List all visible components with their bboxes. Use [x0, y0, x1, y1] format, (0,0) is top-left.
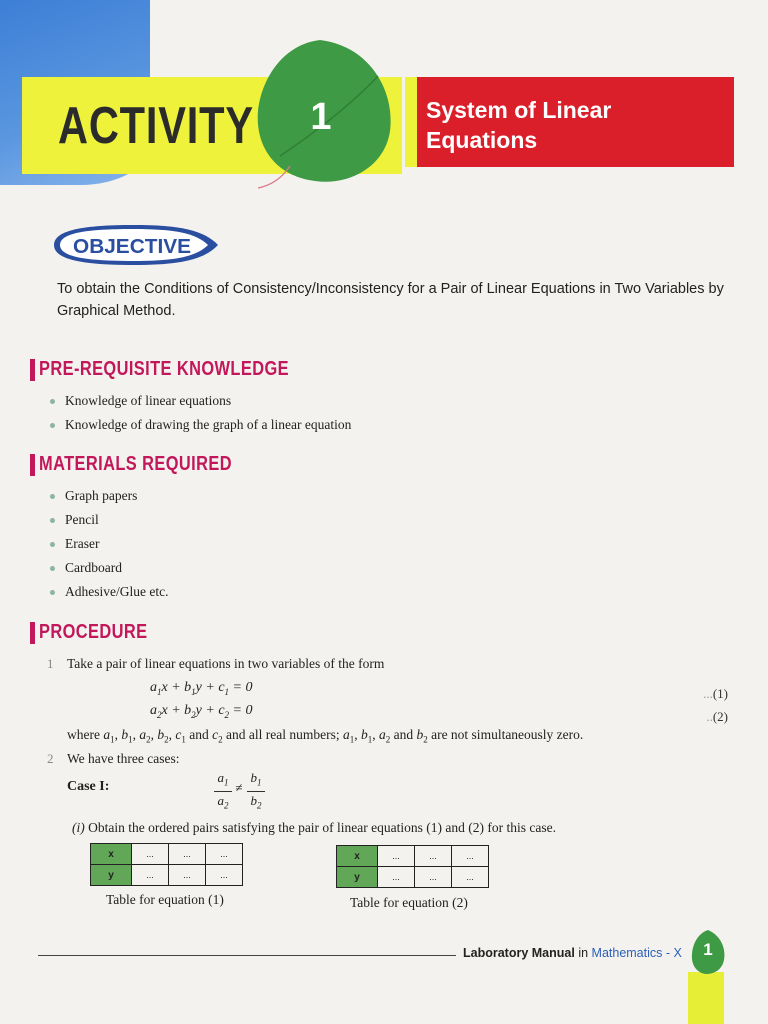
- list-item: [50, 413, 351, 437]
- fraction-line: [247, 791, 265, 792]
- heading-bar: [30, 454, 35, 476]
- prerequisite-heading-text: PRE-REQUISITE KNOWLEDGE: [39, 358, 289, 380]
- header-band-separator: [405, 77, 417, 167]
- list-item-text: Adhesive/Glue etc.: [65, 584, 169, 599]
- ordered-pairs-table-1: [90, 843, 243, 886]
- table-cell: ...: [132, 844, 169, 865]
- table-cell: ...: [452, 846, 489, 867]
- not-equal-sign: ≠: [235, 780, 243, 795]
- prerequisite-list: [50, 389, 351, 437]
- list-item-text: Knowledge of drawing the graph of a linear equation: [65, 417, 352, 432]
- fraction-a-denominator: $a_2$: [217, 793, 229, 811]
- equation-2-number: [706, 709, 728, 725]
- bullet-icon: [50, 566, 55, 571]
- fraction-a-numerator: $a_1$: [217, 770, 229, 788]
- objective-badge-label: OBJECTIVE: [73, 236, 191, 258]
- objective-badge: [44, 222, 222, 268]
- footer-manual: Laboratory Manual: [463, 946, 575, 960]
- activity-word: ACTIVITY: [58, 97, 254, 155]
- equation-2: $a_2x + b_2y + c_2 = 0$: [150, 703, 253, 720]
- fraction-line: [214, 791, 232, 792]
- step-1-text: Take a pair of linear equations in two variables of the form: [67, 656, 385, 671]
- where-clause: where $a_1$, $b_1$, $a_2$, $b_2$, $c_1$ and $c_2$ and all real numbers; $a_1$, $b_1$, $a_2$ and $b_2$ are not simultaneously zero.: [67, 727, 584, 745]
- sub-item-text: Obtain the ordered pairs satisfying the pair of linear equations (1) and (2) for this case.: [88, 820, 556, 835]
- materials-heading-text: MATERIALS REQUIRED: [39, 453, 232, 475]
- heading-bar: [30, 622, 35, 644]
- materials-list: [50, 484, 168, 604]
- page-number: 1: [703, 940, 713, 959]
- list-item: [50, 389, 351, 413]
- table-cell: ...: [206, 865, 243, 886]
- ordered-pairs-table-2: [336, 845, 489, 888]
- table-row: [91, 865, 243, 886]
- list-item: [50, 532, 168, 556]
- footer-subject: Mathematics - X: [591, 946, 682, 960]
- bullet-icon: [50, 423, 55, 428]
- bullet-icon: [50, 542, 55, 547]
- bullet-icon: [50, 590, 55, 595]
- step-number: 1: [47, 656, 54, 671]
- table-1-caption: Table for equation (1): [106, 892, 224, 907]
- footer-yellow-tab: [688, 972, 724, 1024]
- procedure-heading-text: PROCEDURE: [39, 621, 148, 643]
- table-header-x: x: [91, 844, 132, 865]
- sub-item-marker: (i): [72, 820, 85, 835]
- table-row: [91, 844, 243, 865]
- fraction-b-numerator: $b_1$: [250, 770, 262, 788]
- footer-text: [463, 946, 682, 960]
- objective-text: To obtain the Conditions of Consistency/Inconsistency for a Pair of Linear Equations in Two Variables by Graphical Method.: [57, 281, 724, 319]
- heading-bar: [30, 359, 35, 381]
- footer-rule: [38, 955, 456, 956]
- sub-item: [72, 820, 556, 836]
- table-cell: ...: [206, 844, 243, 865]
- footer-in: in: [578, 946, 589, 960]
- list-item: [50, 508, 168, 532]
- list-item-text: Knowledge of linear equations: [65, 393, 232, 408]
- table-header-x: x: [337, 846, 378, 867]
- table-cell: ...: [378, 867, 415, 888]
- table-2-caption: Table for equation (2): [350, 895, 468, 910]
- list-item-text: Cardboard: [65, 560, 122, 575]
- bullet-icon: [50, 494, 55, 499]
- activity-title: System of Linear Equations: [426, 97, 612, 153]
- equation-1-number: [703, 686, 728, 702]
- bullet-icon: [50, 399, 55, 404]
- list-item: [50, 556, 168, 580]
- materials-heading: [30, 453, 274, 476]
- leader-dots: ..: [706, 709, 713, 724]
- list-item: [50, 484, 168, 508]
- table-cell: ...: [132, 865, 169, 886]
- step-number: 2: [47, 751, 54, 766]
- table-row: [337, 867, 489, 888]
- equation-2-label: (2): [712, 709, 728, 724]
- table-cell: ...: [169, 865, 206, 886]
- case-label: Case I:: [67, 779, 110, 794]
- table-cell: ...: [415, 867, 452, 888]
- table-cell: ...: [169, 844, 206, 865]
- table-cell: ...: [452, 867, 489, 888]
- table-cell: ...: [415, 846, 452, 867]
- fraction-b-denominator: $b_2$: [250, 793, 262, 811]
- table-header-y: y: [91, 865, 132, 886]
- equation-1: $a_1x + b_1y + c_1 = 0$: [150, 680, 253, 697]
- table-header-y: y: [337, 867, 378, 888]
- list-item-text: Eraser: [65, 536, 100, 551]
- table-cell: ...: [378, 846, 415, 867]
- prerequisite-heading: [30, 358, 344, 381]
- list-item-text: Pencil: [65, 512, 99, 527]
- table-row: [337, 846, 489, 867]
- procedure-heading: [30, 621, 171, 644]
- activity-number: 1: [310, 96, 332, 138]
- equation-1-label: (1): [712, 686, 728, 701]
- list-item-text: Graph papers: [65, 488, 138, 503]
- bullet-icon: [50, 518, 55, 523]
- step-2-text: We have three cases:: [67, 751, 180, 766]
- leader-dots: ...: [703, 686, 713, 701]
- list-item: [50, 580, 168, 604]
